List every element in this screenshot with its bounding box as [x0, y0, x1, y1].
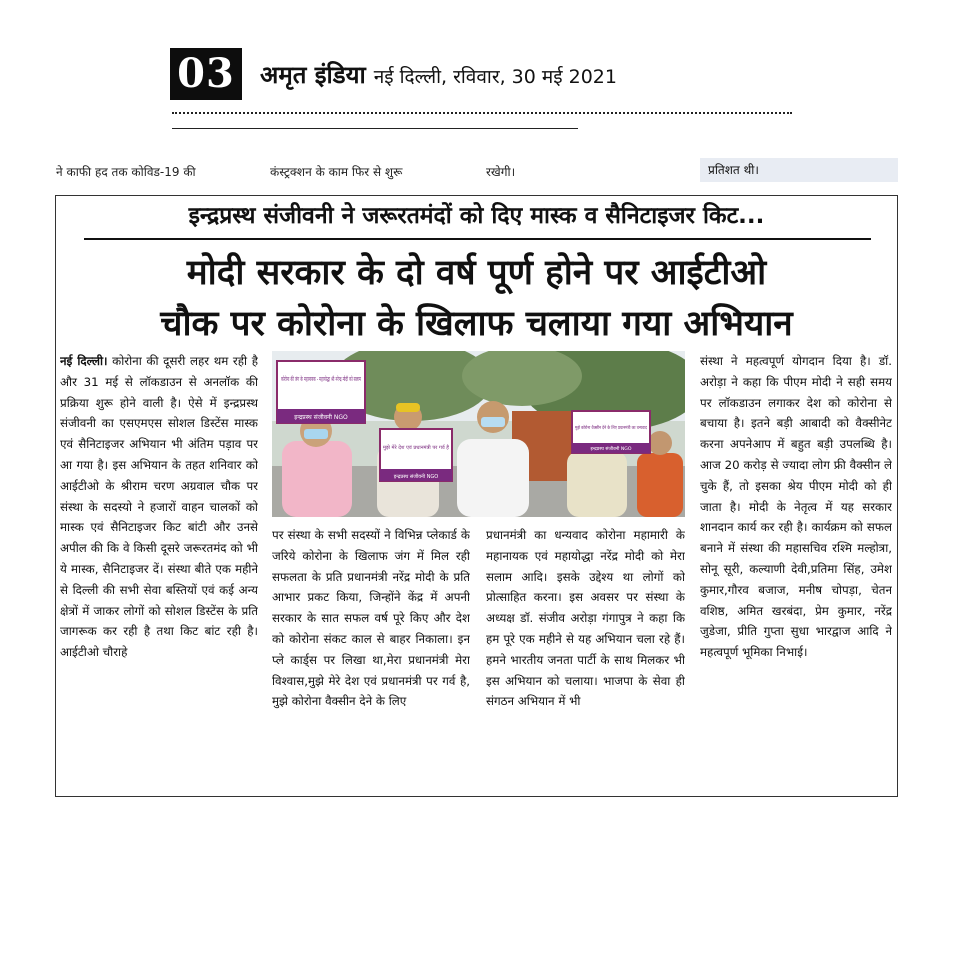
article-column-1 — [60, 351, 258, 796]
column-4-text: संस्था ने महत्वपूर्ण योगदान दिया है। डॉ. अरोड़ा ने कहा कि पीएम मोदी ने सही समय पर लॉकडाउन लगाकर देश को कोरोना से बचाया है। इतने बड़ी आबादी को वैक्सीनेट करना अपनेआप में बहुत बड़ी उपलब्धि है। आज 20 करोड़ से ज्यादा लोग फ्री वैक्सीन ले चुके हैं, तो इसका श्रेय पीएम मोदी को ही जाता है। मोदी के नेतृत्व में यह सरकार शानदान कार्य कर रही है। कार्यक्रम को सफल बनाने में संस्था की महासचिव रश्मि मल्होत्रा, सोनू सूरी, कल्याणी देवी,प्रतिमा सिंह, उमेश कुमार,गौरव बजाज, मनीष चोपड़ा, चेतन वशिष्ठ, अमित खरबंदा, प्रेम कुमार, नरेंद्र जुडेजा, प्रीति गुप्ता सुधा भारद्वाज आदि ने महत्वपूर्ण भूमिका निभाई। — [700, 354, 892, 660]
placard-1-footer: इन्द्रप्रस्थ संजीवनी NGO — [294, 414, 348, 421]
headline-line-2: चौक पर कोरोना के खिलाफ चलाया गया अभियान — [160, 304, 793, 344]
column-2-text: पर संस्था के सभी सदस्यों ने विभिन्न प्लेकार्ड के जरिये कोरोना के खिलाफ जंग में मिल रही सफलता के प्रति प्रधानमंत्री नरेंद्र मोदी के प्रति आभार प्रकट किया, जिन्होंने केंद्र में अपनी सरकार के सात सफल वर्ष पूरे किए और देश को कोरोना संकट काल से बाहर निकाला। इन प्ले कार्ड्स पर लिखा था,मेरा प्रधानमंत्री मेरा विश्वास,मुझे मेरे देश एवं प्रधानमंत्री पर गर्व है, मुझे कोरोना वैक्सीन देने के लिए — [272, 528, 470, 709]
column-3-text: प्रधानमंत्री का धन्यवाद कोरोना महामारी के महानायक एवं महायोद्धा नरेंद्र मोदी को मेरा सलाम आदि। इसके उद्देश्य था लोगों को प्रोत्साहित करना। इस अवसर पर संस्था के अध्यक्ष डॉ. संजीव अरोड़ा गंगापुत्र ने कहा कि हम पूरे एक महीने से यह अभियान चला रहे हैं। हमने भारतीय जनता पार्टी के साथ मिलकर भी इस अभियान को चलाया। भाजपा के सेवा ही संगठन अभियान में भी — [486, 528, 685, 709]
strip-text-c: रखेगी। — [486, 165, 516, 179]
page-number-badge: 03 — [170, 48, 242, 100]
rule-short — [172, 128, 578, 129]
strip-text-right: प्रतिशत थी। — [700, 158, 898, 182]
newspaper-brand: अमृत इंडिया — [260, 61, 366, 89]
article-photo — [272, 351, 685, 517]
placard-3-footer: इन्द्रप्रस्थ संजीवनी NGO — [590, 447, 632, 452]
strip-text-b: कंस्ट्रक्शन के काम फिर से शुरू — [270, 165, 403, 179]
masthead — [260, 58, 617, 94]
article-headline — [56, 248, 897, 350]
placard-1-text: कोरोना की जंग के महानायक - महायोद्धा श्री नरेन्द्र मोदी को सलाम — [281, 376, 425, 383]
dateline: नई दिल्ली, रविवार, 30 मई 2021 — [373, 66, 617, 88]
column-1-text: कोरोना की दूसरी लहर थम रही है और 31 मई से लॉकडाउन से अनलॉक की प्रक्रिया शुरू होने वाली है। ऐसे में इन्द्रप्रस्थ संजीवनी का एसएमएस सोशल डिस्टेंस मास्क एवं सैनिटाइजर अभियान भी अंतिम पड़ाव पर आ गया है। इस अभियान के तहत शनिवार को आईटीओ के श्रीराम चरण अग्रवाल चौक पर संस्था के सदस्यो ने हजारों वाहन चालकों को मास्क एवं सैनिटाइजर किट बांटी और उनसे अपील की कि वे किसी दूसरे जरूरतमंद को भी ये मास्क, सैनिटाइजर दें। संस्था बीते एक महीने से दिल्ली की सभी सेवा बस्तियों एवं कई अन्य क्षेत्रों में जाकर लोगों को सोशल डिस्टेंस के प्रति जागरूक कर रही है तथा किट बांट रही है। आईटीओ चौराहे — [60, 354, 258, 660]
news-article — [55, 195, 898, 797]
article-column-3 — [486, 525, 685, 795]
placard-3-text: मुझे कोरोना वैक्सीन देने के लिए प्रधानमंत्री का धन्यवाद — [575, 426, 666, 431]
dotted-rule-long — [172, 112, 792, 114]
kicker-underline — [84, 238, 871, 240]
headline-line-1: मोदी सरकार के दो वर्ष पूर्ण होने पर आईटीओ — [186, 253, 767, 293]
placard-2-text: मुझे मेरे देश एवं प्रधानमंत्री पर गर्व है — [383, 445, 448, 451]
placard-2-footer: इन्द्रप्रस्थ संजीवनी NGO — [393, 474, 439, 480]
article-column-2 — [272, 525, 470, 795]
article-lead: नई दिल्ली। — [60, 354, 108, 368]
article-column-4 — [700, 351, 892, 796]
strip-text-a: ने काफी हद तक कोविड-19 की — [56, 165, 196, 179]
article-kicker: इन्द्रप्रस्थ संजीवनी ने जरूरतमंदों को दिए मास्क व सैनिटाइजर किट... — [188, 203, 765, 229]
